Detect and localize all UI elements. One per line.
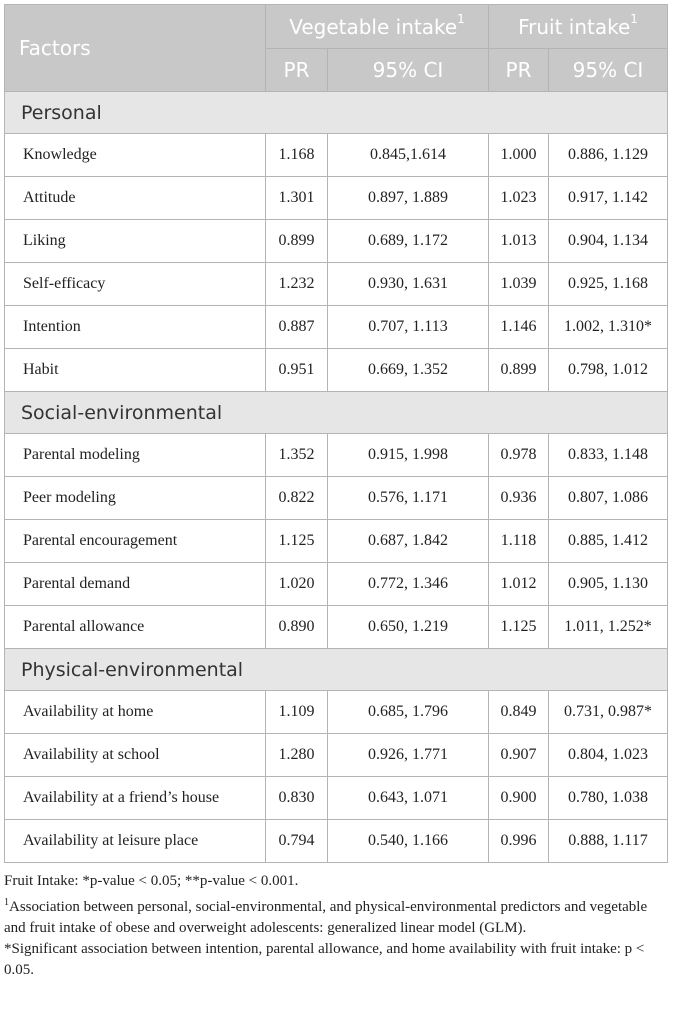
fruit-pr-cell: 1.146	[489, 306, 549, 349]
fruit-ci-cell: 0.925, 1.168	[549, 263, 668, 306]
table-row	[5, 520, 668, 563]
fruit-pr-cell: 0.907	[489, 734, 549, 777]
table-row	[5, 777, 668, 820]
vegetable-intake-header: Vegetable intake$^1$	[266, 5, 489, 49]
fruit-pr-cell: 0.900	[489, 777, 549, 820]
factor-cell: Habit	[5, 349, 266, 392]
fruit-pr-cell: 1.000	[489, 134, 549, 177]
fruit-ci-header: 95% CI	[549, 49, 668, 92]
factor-cell: Attitude	[5, 177, 266, 220]
veg-ci-cell: 0.687, 1.842	[328, 520, 489, 563]
factor-cell: Parental demand	[5, 563, 266, 606]
veg-pr-cell: 0.887	[266, 306, 328, 349]
factor-cell: Availability at a friend’s house	[5, 777, 266, 820]
veg-pr-header: PR	[266, 49, 328, 92]
fruit-pr-cell: 0.899	[489, 349, 549, 392]
fruit-ci-cell: 0.904, 1.134	[549, 220, 668, 263]
fruit-pr-cell: 1.118	[489, 520, 549, 563]
table-row	[5, 134, 668, 177]
veg-ci-cell: 0.540, 1.166	[328, 820, 489, 863]
factor-cell: Parental allowance	[5, 606, 266, 649]
table-row	[5, 177, 668, 220]
fruit-pr-cell: 1.013	[489, 220, 549, 263]
factor-cell: Availability at leisure place	[5, 820, 266, 863]
fruit-pr-cell: 0.978	[489, 434, 549, 477]
veg-pr-cell: 0.951	[266, 349, 328, 392]
factor-cell: Availability at school	[5, 734, 266, 777]
table-row	[5, 434, 668, 477]
factor-cell: Peer modeling	[5, 477, 266, 520]
veg-ci-cell: 0.650, 1.219	[328, 606, 489, 649]
section-row	[5, 92, 668, 134]
veg-ci-cell: 0.897, 1.889	[328, 177, 489, 220]
veg-pr-cell: 1.168	[266, 134, 328, 177]
veg-pr-cell: 0.899	[266, 220, 328, 263]
fruit-pr-cell: 1.023	[489, 177, 549, 220]
section-row	[5, 392, 668, 434]
fruit-pr-cell: 0.936	[489, 477, 549, 520]
fruit-ci-cell: 0.886, 1.129	[549, 134, 668, 177]
veg-ci-cell: 0.643, 1.071	[328, 777, 489, 820]
table-row	[5, 477, 668, 520]
fruit-ci-cell: 0.917, 1.142	[549, 177, 668, 220]
table-container	[4, 4, 667, 981]
fruit-ci-cell: 0.731, 0.987*	[549, 691, 668, 734]
footnote-glm: $^1$Association between personal, social-environmental, and physical-environmental predictors and vegetable and fruit intake of obese and overweight adolescents: generalized linear model (GLM).	[4, 897, 648, 936]
fruit-pr-cell: 1.039	[489, 263, 549, 306]
fruit-ci-cell: 0.888, 1.117	[549, 820, 668, 863]
table-row	[5, 563, 668, 606]
table-row	[5, 263, 668, 306]
veg-pr-cell: 1.301	[266, 177, 328, 220]
veg-pr-cell: 1.232	[266, 263, 328, 306]
table-row	[5, 820, 668, 863]
factor-cell: Liking	[5, 220, 266, 263]
footnote-significance: Fruit Intake: *p-value < 0.05; **p-value < 0.001.	[4, 873, 299, 889]
factor-cell: Parental encouragement	[5, 520, 266, 563]
fruit-ci-cell: 0.780, 1.038	[549, 777, 668, 820]
veg-ci-cell: 0.669, 1.352	[328, 349, 489, 392]
veg-ci-cell: 0.845,1.614	[328, 134, 489, 177]
factors-header: Factors	[5, 5, 266, 92]
factor-cell: Parental modeling	[5, 434, 266, 477]
veg-ci-cell: 0.689, 1.172	[328, 220, 489, 263]
fruit-ci-cell: 1.011, 1.252*	[549, 606, 668, 649]
fruit-ci-cell: 1.002, 1.310*	[549, 306, 668, 349]
veg-ci-cell: 0.930, 1.631	[328, 263, 489, 306]
footnote-significant-association: *Significant association between intention, parental allowance, and home availability with fruit intake: p < 0.05.	[4, 941, 645, 978]
veg-ci-header: 95% CI	[328, 49, 489, 92]
veg-pr-cell: 1.125	[266, 520, 328, 563]
table-row	[5, 691, 668, 734]
section-title: Physical-environmental	[5, 649, 668, 691]
fruit-pr-cell: 1.125	[489, 606, 549, 649]
fruit-pr-cell: 0.849	[489, 691, 549, 734]
results-table	[4, 4, 668, 863]
section-title: Personal	[5, 92, 668, 134]
table-footnotes	[4, 871, 667, 981]
fruit-pr-cell: 1.012	[489, 563, 549, 606]
veg-ci-cell: 0.576, 1.171	[328, 477, 489, 520]
table-header	[5, 5, 668, 92]
veg-ci-cell: 0.915, 1.998	[328, 434, 489, 477]
veg-pr-cell: 0.890	[266, 606, 328, 649]
fruit-ci-cell: 0.807, 1.086	[549, 477, 668, 520]
table-body	[5, 92, 668, 863]
fruit-ci-cell: 0.885, 1.412	[549, 520, 668, 563]
veg-ci-cell: 0.772, 1.346	[328, 563, 489, 606]
fruit-pr-cell: 0.996	[489, 820, 549, 863]
veg-ci-cell: 0.707, 1.113	[328, 306, 489, 349]
veg-pr-cell: 1.109	[266, 691, 328, 734]
veg-ci-cell: 0.685, 1.796	[328, 691, 489, 734]
veg-pr-cell: 0.794	[266, 820, 328, 863]
veg-pr-cell: 1.020	[266, 563, 328, 606]
veg-pr-cell: 1.280	[266, 734, 328, 777]
veg-pr-cell: 1.352	[266, 434, 328, 477]
veg-ci-cell: 0.926, 1.771	[328, 734, 489, 777]
fruit-ci-cell: 0.804, 1.023	[549, 734, 668, 777]
table-row	[5, 734, 668, 777]
fruit-ci-cell: 0.798, 1.012	[549, 349, 668, 392]
table-row	[5, 349, 668, 392]
table-row	[5, 220, 668, 263]
table-row	[5, 306, 668, 349]
fruit-intake-header: Fruit intake$^1$	[489, 5, 668, 49]
veg-pr-cell: 0.822	[266, 477, 328, 520]
factor-cell: Availability at home	[5, 691, 266, 734]
section-title: Social-environmental	[5, 392, 668, 434]
factor-cell: Intention	[5, 306, 266, 349]
section-row	[5, 649, 668, 691]
fruit-ci-cell: 0.833, 1.148	[549, 434, 668, 477]
fruit-pr-header: PR	[489, 49, 549, 92]
fruit-ci-cell: 0.905, 1.130	[549, 563, 668, 606]
veg-pr-cell: 0.830	[266, 777, 328, 820]
factor-cell: Self-efficacy	[5, 263, 266, 306]
factor-cell: Knowledge	[5, 134, 266, 177]
table-row	[5, 606, 668, 649]
